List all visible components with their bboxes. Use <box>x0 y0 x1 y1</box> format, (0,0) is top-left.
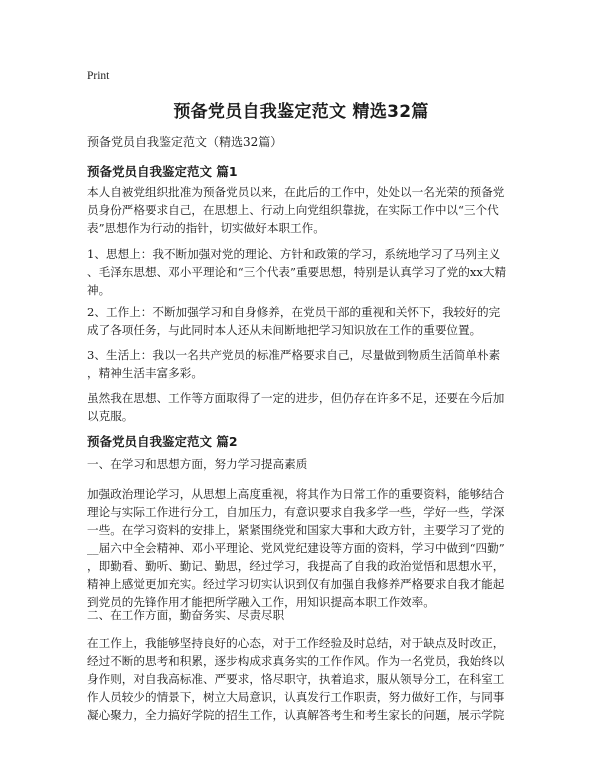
section-heading: 预备党员自我鉴定范文 篇2 <box>87 434 238 449</box>
paragraph <box>87 245 515 299</box>
text-line: 本人自被党组织批准为预备党员以来，在此后的工作中，处处以一名光荣的预备党 <box>87 185 505 199</box>
paragraph <box>87 634 515 724</box>
print-label[interactable]: Print <box>87 70 110 82</box>
text-line: 作人员较少的情景下，树立大局意识，认真发行工作职责，努力做好工作，与同事 <box>87 690 505 704</box>
paragraph <box>87 455 515 473</box>
text-line: __届六中全会精神、邓小平理论、党风党纪建设等方面的资料，学习中做到“四勤” <box>87 541 505 555</box>
text-line: 在工作上，我能够坚持良好的心态，对于工作经验及时总结，对于缺点及时改正， <box>87 636 505 650</box>
text-line: 精神上感觉更加充实。经过学习切实认识到仅有加强自我修养严格要求自我才能起 <box>87 577 505 591</box>
paragraph <box>87 485 515 611</box>
text-line: 凝心聚力，全力搞好学院的招生工作，认真解答考生和考生家长的问题，展示学院 <box>87 708 505 722</box>
text-line: 、毛泽东思想、邓小平理论和“三个代表”重要思想，特别是认真学习了党的xx大精 <box>87 265 507 279</box>
text-line: 加强政治理论学习，从思想上高度重视，将其作为日常工作的重要资料，能够结合 <box>87 487 505 501</box>
text-line: 虽然我在思想、工作等方面取得了一定的进步，但仍存在许多不足，还要在今后加 <box>87 391 505 405</box>
section-heading: 预备党员自我鉴定范文 篇1 <box>87 164 238 179</box>
text-line: 到党员的先锋作用才能把所学融入工作，用知识提高本职工作效率。 <box>87 595 435 609</box>
text-line: 一些。在学习资料的安排上，紧紧围绕党和国家大事和大政方针，主要学习了党的 <box>87 523 505 537</box>
text-line: ，即勤看、勤听、勤记、勤思，经过学习，我提高了自我的政治觉悟和思想水平， <box>87 559 505 573</box>
document-subtitle: 预备党员自我鉴定范文（精选32篇） <box>87 135 283 149</box>
paragraph <box>87 346 515 382</box>
text-line: 表”思想作为行动的指针，切实做好本职工作。 <box>87 221 325 235</box>
text-line: 经过不断的思考和积累，逐步构成求真务实的工作作风。作为一名党员，我始终以 <box>87 654 505 668</box>
text-line: 神。 <box>87 283 111 297</box>
text-line: 员身份严格要求自己，在思想上、行动上向党组织靠拢，在实际工作中以“三个代 <box>87 203 499 217</box>
text-line: 理论与实际工作进行分工，自加压力，有意识要求自我多学一些，学好一些，学深 <box>87 505 505 519</box>
text-line: 以克服。 <box>87 409 134 423</box>
text-line: 二、在工作方面，勤奋务实、尽责尽职 <box>87 608 285 622</box>
paragraph <box>87 606 515 624</box>
paragraph <box>87 303 515 339</box>
text-line: 3、生活上：我以一名共产党员的标准严格要求自己，尽量做到物质生活简单朴素 <box>87 348 501 362</box>
text-line: 身作则，对自我高标准、严要求，恪尽职守，执着追求，服从领导分工，在科室工 <box>87 672 505 686</box>
text-line: 2、工作上：不断加强学习和自身修养，在党员干部的重视和关怀下，我较好的完 <box>87 305 501 319</box>
document-title: 预备党员自我鉴定范文 精选32篇 <box>173 102 429 122</box>
paragraph <box>87 183 515 237</box>
text-line: 1、思想上：我不断加强对党的理论、方针和政策的学习，系统地学习了马列主义 <box>87 247 501 261</box>
text-line: 成了各项任务，与此同时本人还从未间断地把学习知识放在工作的重要位置。 <box>87 323 482 337</box>
text-line: ，精神生活丰富多彩。 <box>87 366 203 380</box>
paragraph <box>87 389 515 425</box>
text-line: 一、在学习和思想方面，努力学习提高素质 <box>87 457 308 471</box>
